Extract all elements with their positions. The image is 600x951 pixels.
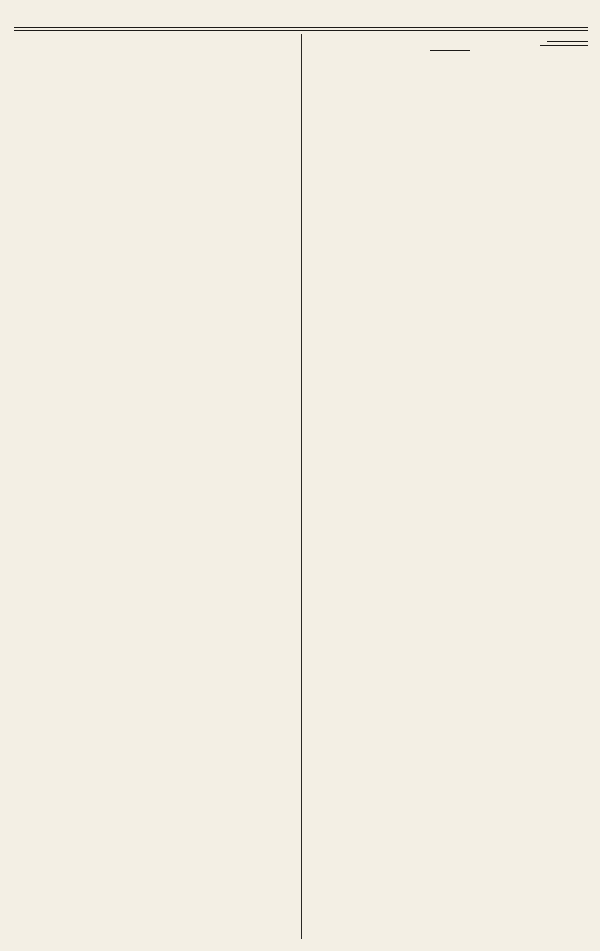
section-rule bbox=[430, 50, 470, 51]
abstract-increase-row bbox=[312, 45, 588, 46]
column-divider bbox=[301, 34, 302, 939]
right-column bbox=[312, 34, 588, 939]
suburban-increase-label bbox=[312, 41, 505, 42]
columns bbox=[14, 34, 588, 939]
abstract-increase-value bbox=[540, 45, 588, 46]
abstract-increase-table bbox=[312, 45, 588, 46]
left-column bbox=[14, 34, 291, 939]
header-rule bbox=[14, 27, 588, 28]
suburban-total-table bbox=[312, 41, 588, 42]
suburban-increase-row bbox=[312, 41, 588, 42]
suburban-increase-value bbox=[547, 41, 588, 42]
abstract-increase-label bbox=[312, 45, 539, 46]
header-rule-thin bbox=[14, 30, 588, 31]
running-head bbox=[14, 6, 588, 26]
